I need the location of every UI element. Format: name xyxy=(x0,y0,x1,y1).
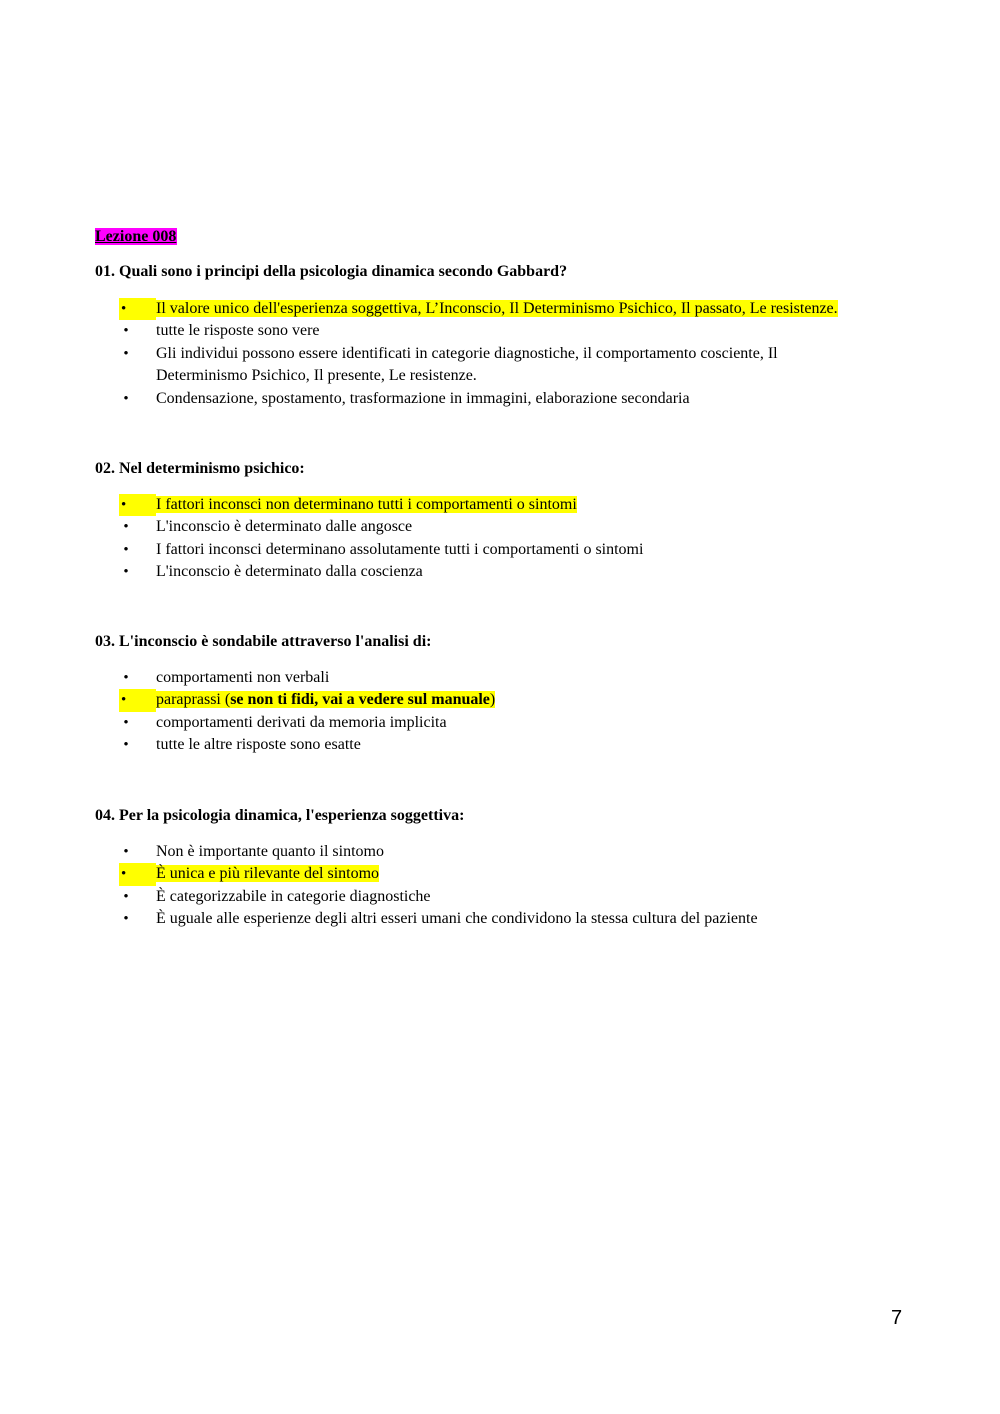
answer-text: Non è importante quanto il sintomo xyxy=(156,843,384,860)
answer-text-after: ) xyxy=(489,691,496,709)
answer-text xyxy=(156,691,495,708)
answer-text-before: paraprassi ( xyxy=(156,691,231,709)
answer-list xyxy=(95,494,915,584)
question-02 xyxy=(95,459,915,584)
bullet-icon: • xyxy=(123,888,129,905)
page-number: 7 xyxy=(891,1307,903,1329)
answer-list xyxy=(95,667,915,757)
answer-list xyxy=(95,841,915,931)
bullet-icon: • xyxy=(119,494,156,516)
answer-text: È categorizzabile in categorie diagnostiche xyxy=(156,887,431,905)
answer-text: L'inconscio è determinato dalle angosce xyxy=(156,518,413,536)
answer-text: tutte le risposte sono vere xyxy=(156,322,320,340)
bullet-icon: • xyxy=(119,689,156,711)
answer-item xyxy=(95,689,915,711)
bullet-icon: • xyxy=(123,911,129,928)
answer-item xyxy=(95,320,915,342)
answer-item xyxy=(95,516,915,538)
question-01 xyxy=(95,262,915,410)
bullet-icon: • xyxy=(123,737,129,754)
question-title: 01. Quali sono i principi della psicologia dinamica secondo Gabbard? xyxy=(95,263,568,280)
lesson-title-text: Lezione 008 xyxy=(95,228,177,245)
answer-item xyxy=(95,298,915,320)
question-title: 03. L'inconscio è sondabile attraverso l'analisi di: xyxy=(95,633,432,650)
answer-item xyxy=(95,539,915,561)
answer-list xyxy=(95,298,915,410)
answer-text: È unica e più rilevante del sintomo xyxy=(156,865,380,883)
answer-item xyxy=(95,494,915,516)
answer-text: I fattori inconsci determinano assolutamente tutti i comportamenti o sintomi xyxy=(156,540,644,558)
answer-text-bold: se non ti fidi, vai a vedere sul manuale xyxy=(230,691,490,709)
answer-item xyxy=(95,908,915,930)
answer-text: I fattori inconsci non determinano tutti i comportamenti o sintomi xyxy=(156,496,577,513)
bullet-icon: • xyxy=(123,323,129,340)
answer-text: È uguale alle esperienze degli altri esseri umani che condividono la stessa cultura del paziente xyxy=(156,910,758,928)
bullet-icon: • xyxy=(123,345,129,362)
bullet-icon: • xyxy=(123,670,129,686)
answer-text: tutte le altre risposte sono esatte xyxy=(156,736,361,754)
question-03 xyxy=(95,632,915,757)
bullet-icon: • xyxy=(123,844,129,860)
bullet-icon: • xyxy=(123,390,129,407)
answer-item xyxy=(95,343,915,388)
answer-item xyxy=(95,667,915,689)
answer-text: L'inconscio è determinato dalla coscienza xyxy=(156,563,423,581)
answer-item xyxy=(95,561,915,583)
question-title: 04. Per la psicologia dinamica, l'esperienza soggettiva: xyxy=(95,807,465,824)
answer-text: comportamenti non verbali xyxy=(156,669,330,686)
answer-text: comportamenti derivati da memoria implicita xyxy=(156,713,447,731)
bullet-icon: • xyxy=(123,519,129,536)
answer-item xyxy=(95,388,915,410)
bullet-icon: • xyxy=(123,564,129,581)
answer-text-line1: Gli individui possono essere identificati in categorie diagnostiche, il comportamento cosciente, Il xyxy=(156,344,778,362)
answer-text: Il valore unico dell'esperienza soggettiva, L’Inconscio, Il Determinismo Psichico, Il passato, Le resistenze. xyxy=(156,300,838,317)
lesson-title xyxy=(95,227,177,247)
answer-item xyxy=(95,841,915,863)
answer-text: Condensazione, spostamento, trasformazione in immagini, elaborazione secondaria xyxy=(156,389,690,407)
bullet-icon: • xyxy=(123,541,129,558)
answer-item xyxy=(95,712,915,734)
bullet-icon: • xyxy=(123,714,129,731)
bullet-icon: • xyxy=(119,863,156,885)
answer-item xyxy=(95,863,915,885)
bullet-icon: • xyxy=(119,298,156,320)
answer-item xyxy=(95,734,915,756)
question-title: 02. Nel determinismo psichico: xyxy=(95,460,305,477)
answer-item xyxy=(95,886,915,908)
question-04 xyxy=(95,806,915,931)
answer-text-line2: Determinismo Psichico, Il presente, Le resistenze. xyxy=(156,367,477,385)
